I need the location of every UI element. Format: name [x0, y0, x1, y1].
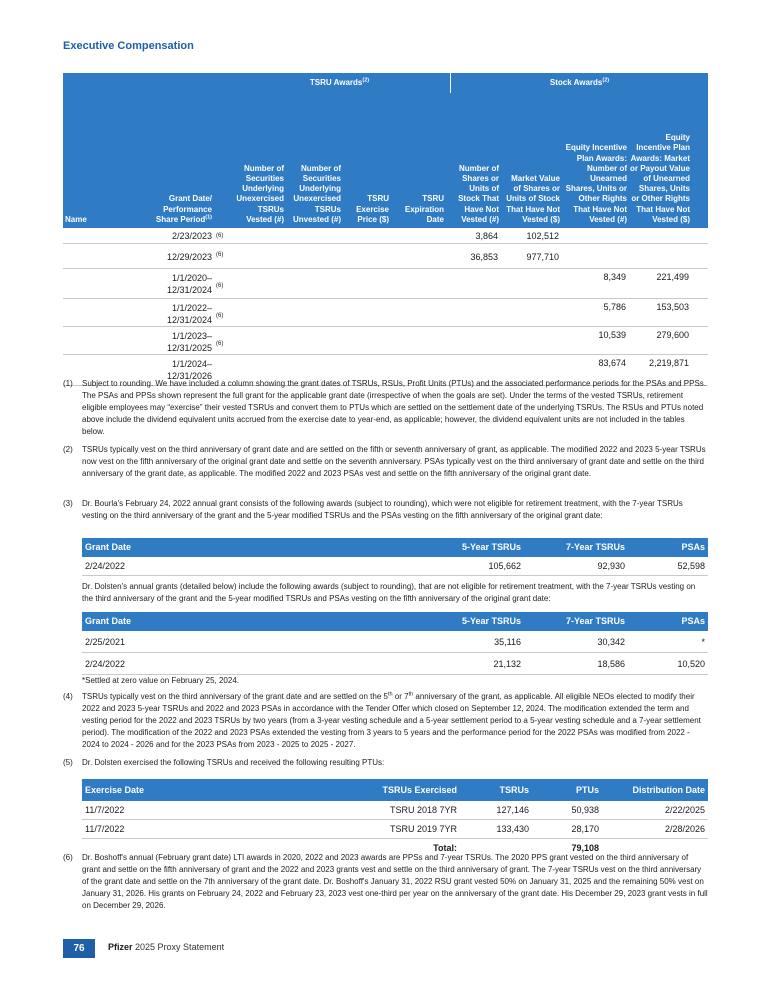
total-label: Total:: [433, 843, 457, 853]
header-name: Name: [65, 214, 87, 224]
dolsten-intro: Dr. Dolsten's annual grants (detailed below) include the following awards (subject to rounding), that are not eligible for retirement treatment, with the 7-year TSRUs vesting on the third anniversary of the grant and the 5-year modified TSRUs and PSAs vesting on the fifth anniversary of the original grant date:: [82, 582, 696, 603]
header-exercise-price: TSRU Exercise Price ($): [356, 194, 389, 224]
footnote-mark: (6): [216, 233, 224, 239]
table-row: 11/7/2022 TSRU 2019 7YR 133,430 28,170 2/28/2026: [82, 820, 708, 839]
table-row: 1/1/2020– 12/31/2024 (6) 8,349 221,499: [63, 269, 708, 299]
footnote-mark: (6): [216, 313, 224, 319]
table-row: 11/7/2022 TSRU 2018 7YR 127,146 50,938 2/22/2025: [82, 801, 708, 820]
footnote-5: (5) Dr. Dolsten exercised the following TSRUs and received the following resulting PTUs:: [63, 758, 385, 767]
bourla-grant-table: [82, 538, 708, 576]
footnote-3: (3) Dr. Bourla's February 24, 2022 annual grant consists of the following awards (subject to rounding), which were not eligible for retirement treatment, with the 7-year TSRUs vesting on the third anniversary of the grant and the 5-year modified TSRUs and the PSAs vesting on the fifth anniversary of the original grant date:: [63, 499, 683, 520]
exercise-table: [82, 779, 708, 858]
header-shares-not-vested: Number of Shares or Units of Stock That Have Not Vested (#): [458, 163, 499, 224]
group-header-row: [63, 73, 708, 93]
footnote-mark: (6): [216, 283, 224, 289]
table-row: 2/24/2022 105,662 92,930 52,598: [82, 557, 708, 576]
column-header-row: [63, 93, 708, 228]
footer-text: Pfizer 2025 Proxy Statement: [108, 942, 225, 952]
table-row: 1/1/2022– 12/31/2024 (6) 5,786 153,503: [63, 299, 708, 327]
table-header: Grant Date 5-Year TSRUs 7-Year TSRUs PSAs: [82, 612, 708, 631]
dolsten-grant-table: [82, 612, 708, 675]
table-row: 1/1/2024– 12/31/2026 83,674 2,219,871: [63, 355, 708, 386]
total-value: 79,108: [571, 843, 599, 853]
header-unearned-shares: Equity Incentive Plan Awards: Number of Unearned Shares, Units or Other Rights That Have Not Vested (#): [565, 143, 627, 224]
table-row: 2/24/2022 21,132 18,586 10,520: [82, 653, 708, 675]
header-tsrus-unvested: Number of Securities Underlying Unexercised TSRUs Unvested (#): [292, 163, 341, 224]
header-market-value: Market Value of Shares or Units of Stock That Have Not Vested ($): [506, 173, 560, 224]
table-row: 2/23/2023 (6) 3,864 102,512: [63, 228, 708, 244]
header-tsrus-vested: Number of Securities Underlying Unexercised TSRUs Vested (#): [236, 163, 284, 224]
footnote-mark: (6): [216, 252, 224, 258]
table-header: Exercise Date TSRUs Exercised TSRUs PTUs Distribution Date: [82, 779, 708, 801]
footnote-6: (6) Dr. Boshoff's annual (February grant date) LTI awards in 2020, 2022 and 2023 awards are PPSs and 7-year TSRUs. The 2020 PPS grant vested on the third anniversary of grant and settle on the fifth anniversary of grant and the 2022 and 2023 grants vest and settle on the third anniversary of grant. The 7-year TSRUs vest on the third anniversary of the grant date and settle on the 7th anniversary of the grant date. Dr. Boshoff's January 31, 2022 RSU grant vested 50% on January 31, 2025 and the remaining 50% vest on January 31, 2026. His grants on February 24, 2022 and February 23, 2023 vest one-third per year on the anniversary of the grant date. His December 29, 2023 grant vests in full on December 29, 2026.: [63, 853, 708, 910]
header-payout-value: Equity Incentive Plan Awards: Market or Payout Value of Unearned Shares, Units or Other Rights That Have Not Vested ($): [629, 133, 690, 224]
footnote-mark: (6): [216, 341, 224, 347]
table-row: 1/1/2023– 12/31/2025 (6) 10,539 279,600: [63, 327, 708, 355]
group-stock-awards: Stock Awards$^{(2)}$: [451, 73, 708, 93]
header-grant-date: Grant Date/ Performance Share Period$^{(1)}$: [155, 194, 212, 224]
footnote-1: (1) Subject to rounding. We have included a column showing the grant dates of TSRUs, RSUs, Profit Units (PTUs) and the associated performance periods for the PSAs and PPSs. The PSAs and PPSs shown represent the full grant for the applicable grant date (irrespective of when the goals are set). Under the terms of the vested TSRUs, retirement eligible employees may “exercise” their vested TSRUs and convert them to PTUs which are settled on the settlement date of the underlying TSRUs. The RSUs and PTUs noted above include the dividend equivalent units accrued from the exercise date to year-end, as applicable; however, the dividend equivalent units are not included in the tables below.: [63, 379, 707, 436]
table-header: Grant Date 5-Year TSRUs 7-Year TSRUs PSAs: [82, 538, 708, 557]
page-number: 76: [63, 939, 95, 958]
section-title: Executive Compensation: [63, 40, 194, 52]
footnote-4: (4) TSRUs typically vest on the third anniversary of the grant date and are settled on the 5th or 7th anniversary of the grant, as applicable. All eligible NEOs elected to modify their 2022 and 2023 5-year TSRUs and 2022 and 2023 PSAs in accordance with the Tender Offer which closed on September 12, 2024. The modification extended the term and vesting period for the 2022 and 2023 TSRUs by two years (from a 3-year vesting schedule and a 5-year settlement period to a 5-year vesting schedule and a 7-year settlement period). The modification of the 2022 and 2023 PSAs extended the vesting from 3 years to 5 years and the performance period for the 2022 PSAs was modified from 2022 - 2024 to 2024 - 2026 and for the 2023 PSAs from 2023 - 2025 to 2025 - 2027.: [63, 691, 701, 749]
header-expiration-date: TSRU Expiration Date: [404, 194, 444, 224]
outstanding-awards-table: [63, 73, 708, 386]
footnote-2: (2) TSRUs typically vest on the third anniversary of grant date and are settled on the fifth or seventh anniversary of grant, as applicable. The modified 2022 and 2023 5-year TSRUs now vest on the fifth anniversary of the original grant date and settle on the seventh anniversary. PSAs typically vest on the third anniversary of grant date and settle on the third anniversary of the grant date, as applicable. The modified 2022 and 2023 PSAs vest and settle on the fifth anniversary of the original grant date.: [63, 445, 706, 478]
brand-name: Pfizer: [108, 942, 133, 952]
table-row: 2/25/2021 35,116 30,342 *: [82, 631, 708, 653]
table-row: 12/29/2023 (6) 36,853 977,710: [63, 244, 708, 269]
settled-note: *Settled at zero value on February 25, 2024.: [82, 676, 239, 685]
group-tsru-awards: TSRU Awards$^{(2)}$: [229, 73, 451, 93]
